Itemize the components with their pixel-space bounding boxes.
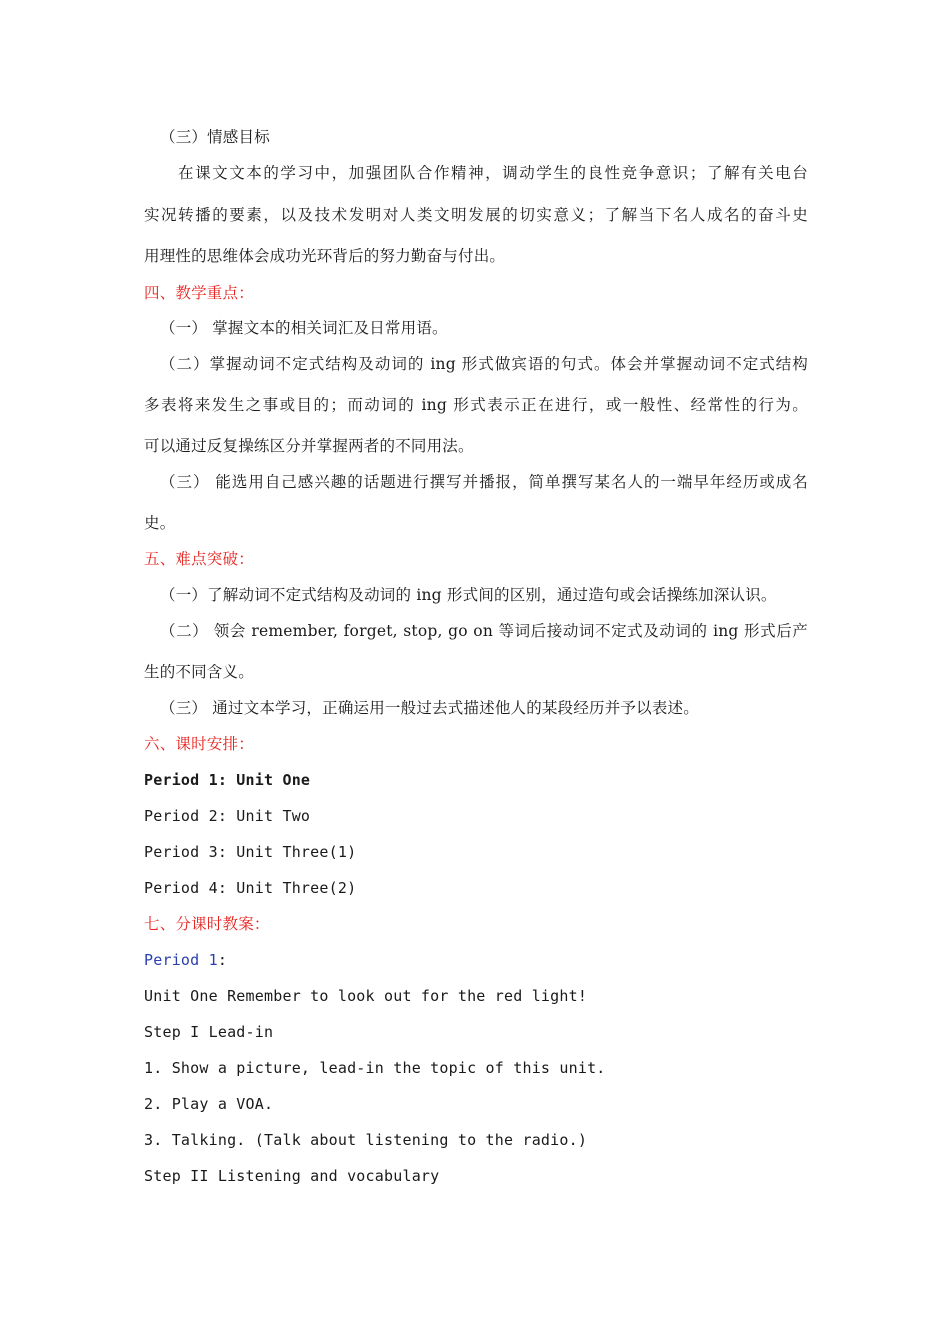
step-1-heading: Step I Lead-in: [144, 1023, 274, 1041]
difficulties-item-2-line-2: 生的不同含义。: [144, 663, 254, 681]
period-1-label-colon: :: [217, 951, 228, 969]
step-1-item-2: 2. Play a VOA.: [144, 1095, 274, 1113]
key-points-item-3-line-1: （三） 能选用自己感兴趣的话题进行撰写并播报，简单撰写某名人的一端早年经历或成名: [160, 473, 808, 491]
difficulties-heading: 五、难点突破：: [144, 550, 254, 568]
key-points-item-1: （一） 掌握文本的相关词汇及日常用语。: [160, 319, 448, 337]
lesson-plans-heading: 七、分课时教案：: [144, 915, 270, 933]
step-1-item-3: 3. Talking. (Talk about listening to the radio.): [144, 1131, 588, 1149]
difficulties-item-3: （三） 通过文本学习，正确运用一般过去式描述他人的某段经历并予以表述。: [160, 699, 699, 717]
key-points-heading: 四、教学重点：: [144, 284, 254, 302]
section3-para-line-1: 在课文文本的学习中，加强团队合作精神，调动学生的良性竞争意识；了解有关电台: [178, 164, 808, 182]
section3-para-line-2: 实况转播的要素，以及技术发明对人类文明发展的切实意义；了解当下名人成名的奋斗史: [144, 206, 808, 224]
period-1-label: [144, 950, 808, 970]
section3-para-line-3: 用理性的思维体会成功光环背后的努力勤奋与付出。: [144, 247, 506, 265]
schedule-period-4: Period 4: Unit Three(2): [144, 879, 357, 897]
schedule-period-3: Period 3: Unit Three(1): [144, 843, 357, 861]
section3-title: （三）情感目标: [160, 128, 270, 146]
unit-one-title: Unit One Remember to look out for the red light!: [144, 987, 588, 1005]
schedule-heading: 六、课时安排：: [144, 735, 254, 753]
difficulties-item-2-line-1: （二） 领会 remember, forget, stop, go on 等词后接动词不定式及动词的 ing 形式后产: [160, 622, 808, 640]
key-points-item-3-line-2: 史。: [144, 514, 176, 532]
period-1-label-text: Period 1: [144, 951, 218, 969]
key-points-item-2-line-2: 多表将来发生之事或目的；而动词的 ing 形式表示正在进行，或一般性、经常性的行为。: [144, 396, 808, 414]
schedule-period-2: Period 2: Unit Two: [144, 807, 311, 825]
step-1-item-1: 1. Show a picture, lead-in the topic of this unit.: [144, 1059, 606, 1077]
difficulties-item-1: （一）了解动词不定式结构及动词的 ing 形式间的区别，通过造句或会话操练加深认识。: [160, 586, 777, 604]
schedule-period-1: Period 1: Unit One: [144, 771, 311, 789]
key-points-item-2-line-1: （二）掌握动词不定式结构及动词的 ing 形式做宾语的句式。体会并掌握动词不定式结构: [160, 355, 808, 373]
key-points-item-2-line-3: 可以通过反复操练区分并掌握两者的不同用法。: [144, 437, 474, 455]
step-2-heading: Step II Listening and vocabulary: [144, 1167, 440, 1185]
